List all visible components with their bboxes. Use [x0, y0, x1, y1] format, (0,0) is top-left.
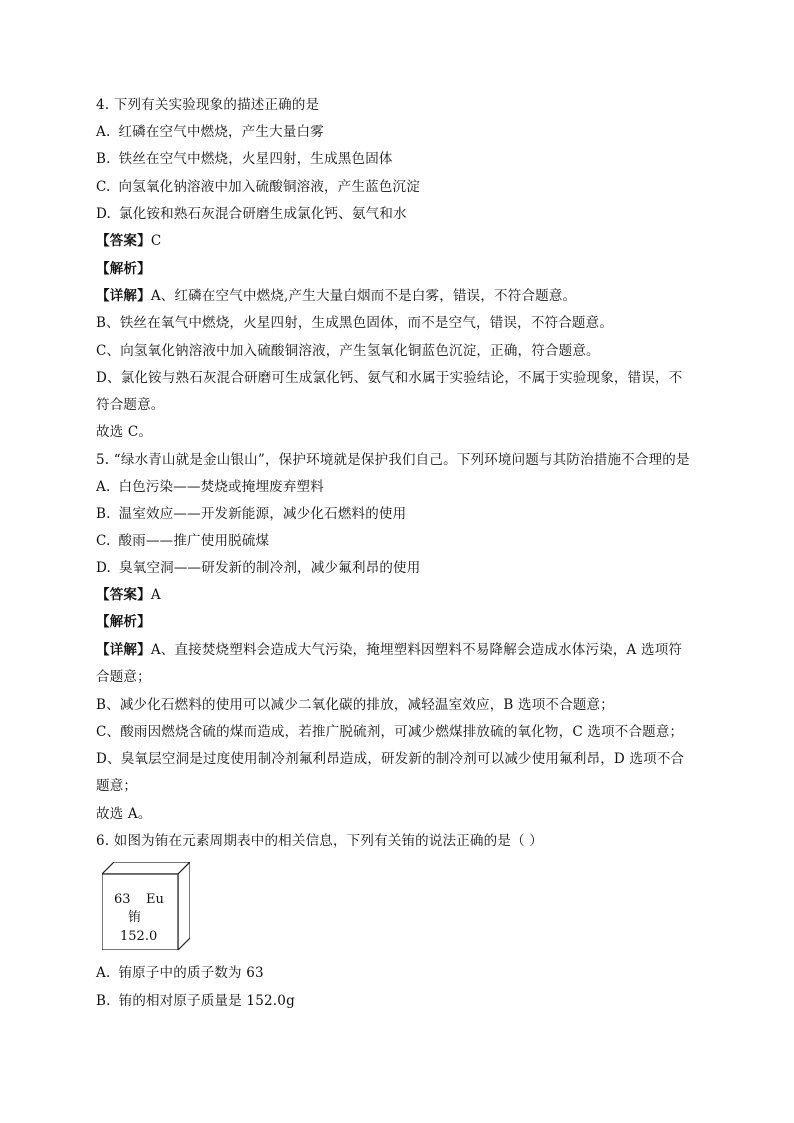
q6-option-a	[96, 963, 264, 983]
option-label: B.	[96, 993, 111, 1009]
atomic-number: 63	[114, 892, 131, 907]
q4-option-a	[96, 122, 324, 142]
q4-option-c	[96, 177, 420, 197]
q6-stem: 6. 如图为铕在元素周期表中的相关信息，下列有关铕的说法正确的是（ ）	[96, 833, 543, 849]
option-label: A.	[96, 965, 111, 981]
q5-option-c	[96, 531, 269, 551]
option-label: A.	[96, 479, 111, 495]
option-label: B.	[96, 506, 111, 522]
option-text: 铕原子中的质子数为 63	[118, 965, 264, 981]
option-label: B.	[96, 151, 111, 167]
option-text: 氯化铵和熟石灰混合研磨生成氯化钙、氨气和水	[119, 206, 407, 222]
option-text: 白色污染——焚烧或掩埋废弃塑料	[118, 479, 324, 495]
q5-stem: 5. “绿水青山就是金山银山”，保护环境就是保护我们自己。下列环境问题与其防治措施不合理的是	[96, 452, 690, 468]
q4-detail-line: C、向氢氧化钠溶液中加入硫酸铜溶液，产生氢氧化铜蓝色沉淀，正确，符合题意。	[96, 343, 600, 359]
q5-detail-line: D、臭氧层空洞是过度使用制冷剂氟利昂造成，研发新的制冷剂可以减少使用氟利昂，D 选项不合	[96, 751, 685, 767]
q5-answer	[96, 585, 161, 605]
atomic-mass: 152.0	[120, 929, 158, 944]
option-text: 向氢氧化钠溶液中加入硫酸铜溶液，产生蓝色沉淀	[118, 179, 420, 195]
q4-answer	[96, 231, 161, 251]
option-text: 温室效应——开发新能源，减少化石燃料的使用	[118, 506, 407, 522]
option-text: 酸雨——推广使用脱硫煤	[118, 533, 270, 549]
element-symbol: Eu	[146, 892, 164, 907]
q4-conclusion: 故选 C。	[96, 424, 153, 440]
option-label: D.	[96, 206, 112, 222]
q4-analysis-tag: 【解析】	[96, 261, 151, 277]
option-label: C.	[96, 179, 111, 195]
option-text: 铁丝在空气中燃烧，火星四射，生成黑色固体	[118, 151, 393, 167]
option-text: 铕的相对原子质量是 152.0g	[118, 993, 295, 1009]
element-card	[102, 862, 190, 950]
q4-detail-line: 符合题意。	[96, 397, 165, 413]
q5-option-a	[96, 477, 324, 497]
q4-option-b	[96, 149, 393, 169]
q4-detail-line	[96, 286, 576, 306]
q4-detail-line: D、氯化铵与熟石灰混合研磨可生成氯化钙、氨气和水属于实验结论，不属于实验现象，错误，不	[96, 370, 683, 386]
q5-option-b	[96, 504, 406, 524]
option-label: A.	[96, 124, 111, 140]
q5-detail-line: B、减少化石燃料的使用可以减少二氧化碳的排放，减轻温室效应，B 选项不合题意；	[96, 697, 614, 713]
q5-detail-line	[96, 640, 682, 660]
q4-detail-line: B、铁丝在氧气中燃烧，火星四射，生成黑色固体，而不是空气，错误，不符合题意。	[96, 315, 614, 331]
answer-tag: 【答案】	[96, 233, 151, 249]
detail-text: A、红磷在空气中燃烧,产生大量白烟而不是白雾，错误，不符合题意。	[150, 288, 577, 304]
option-label: C.	[96, 533, 111, 549]
detail-text: A、直接焚烧塑料会造成大气污染，掩埋塑料因塑料不易降解会造成水体污染，A 选项符	[150, 642, 683, 658]
q5-analysis-tag: 【解析】	[96, 614, 151, 630]
q6-option-b	[96, 991, 295, 1011]
option-text: 红磷在空气中燃烧，产生大量白雾	[118, 124, 324, 140]
q4-stem: 4. 下列有关实验现象的描述正确的是	[96, 97, 320, 113]
q5-option-d	[96, 558, 420, 578]
detail-tag: 【详解】	[96, 288, 151, 304]
q5-detail-line: 合题意；	[96, 669, 151, 685]
answer-value: C	[150, 233, 162, 249]
answer-tag: 【答案】	[96, 587, 151, 603]
q5-conclusion: 故选 A。	[96, 806, 152, 822]
element-name: 铕	[128, 910, 142, 925]
option-label: D.	[96, 560, 112, 576]
answer-value: A	[150, 587, 161, 603]
detail-tag: 【详解】	[96, 642, 151, 658]
q4-option-d	[96, 204, 407, 224]
q5-detail-line: 题意；	[96, 778, 138, 794]
option-text: 臭氧空洞——研发新的制冷剂，减少氟利昂的使用	[119, 560, 421, 576]
q5-detail-line: C、酸雨因燃烧含硫的煤而造成，若推广脱硫剂，可减少燃煤排放硫的氧化物，C 选项不合题意；	[96, 724, 684, 740]
